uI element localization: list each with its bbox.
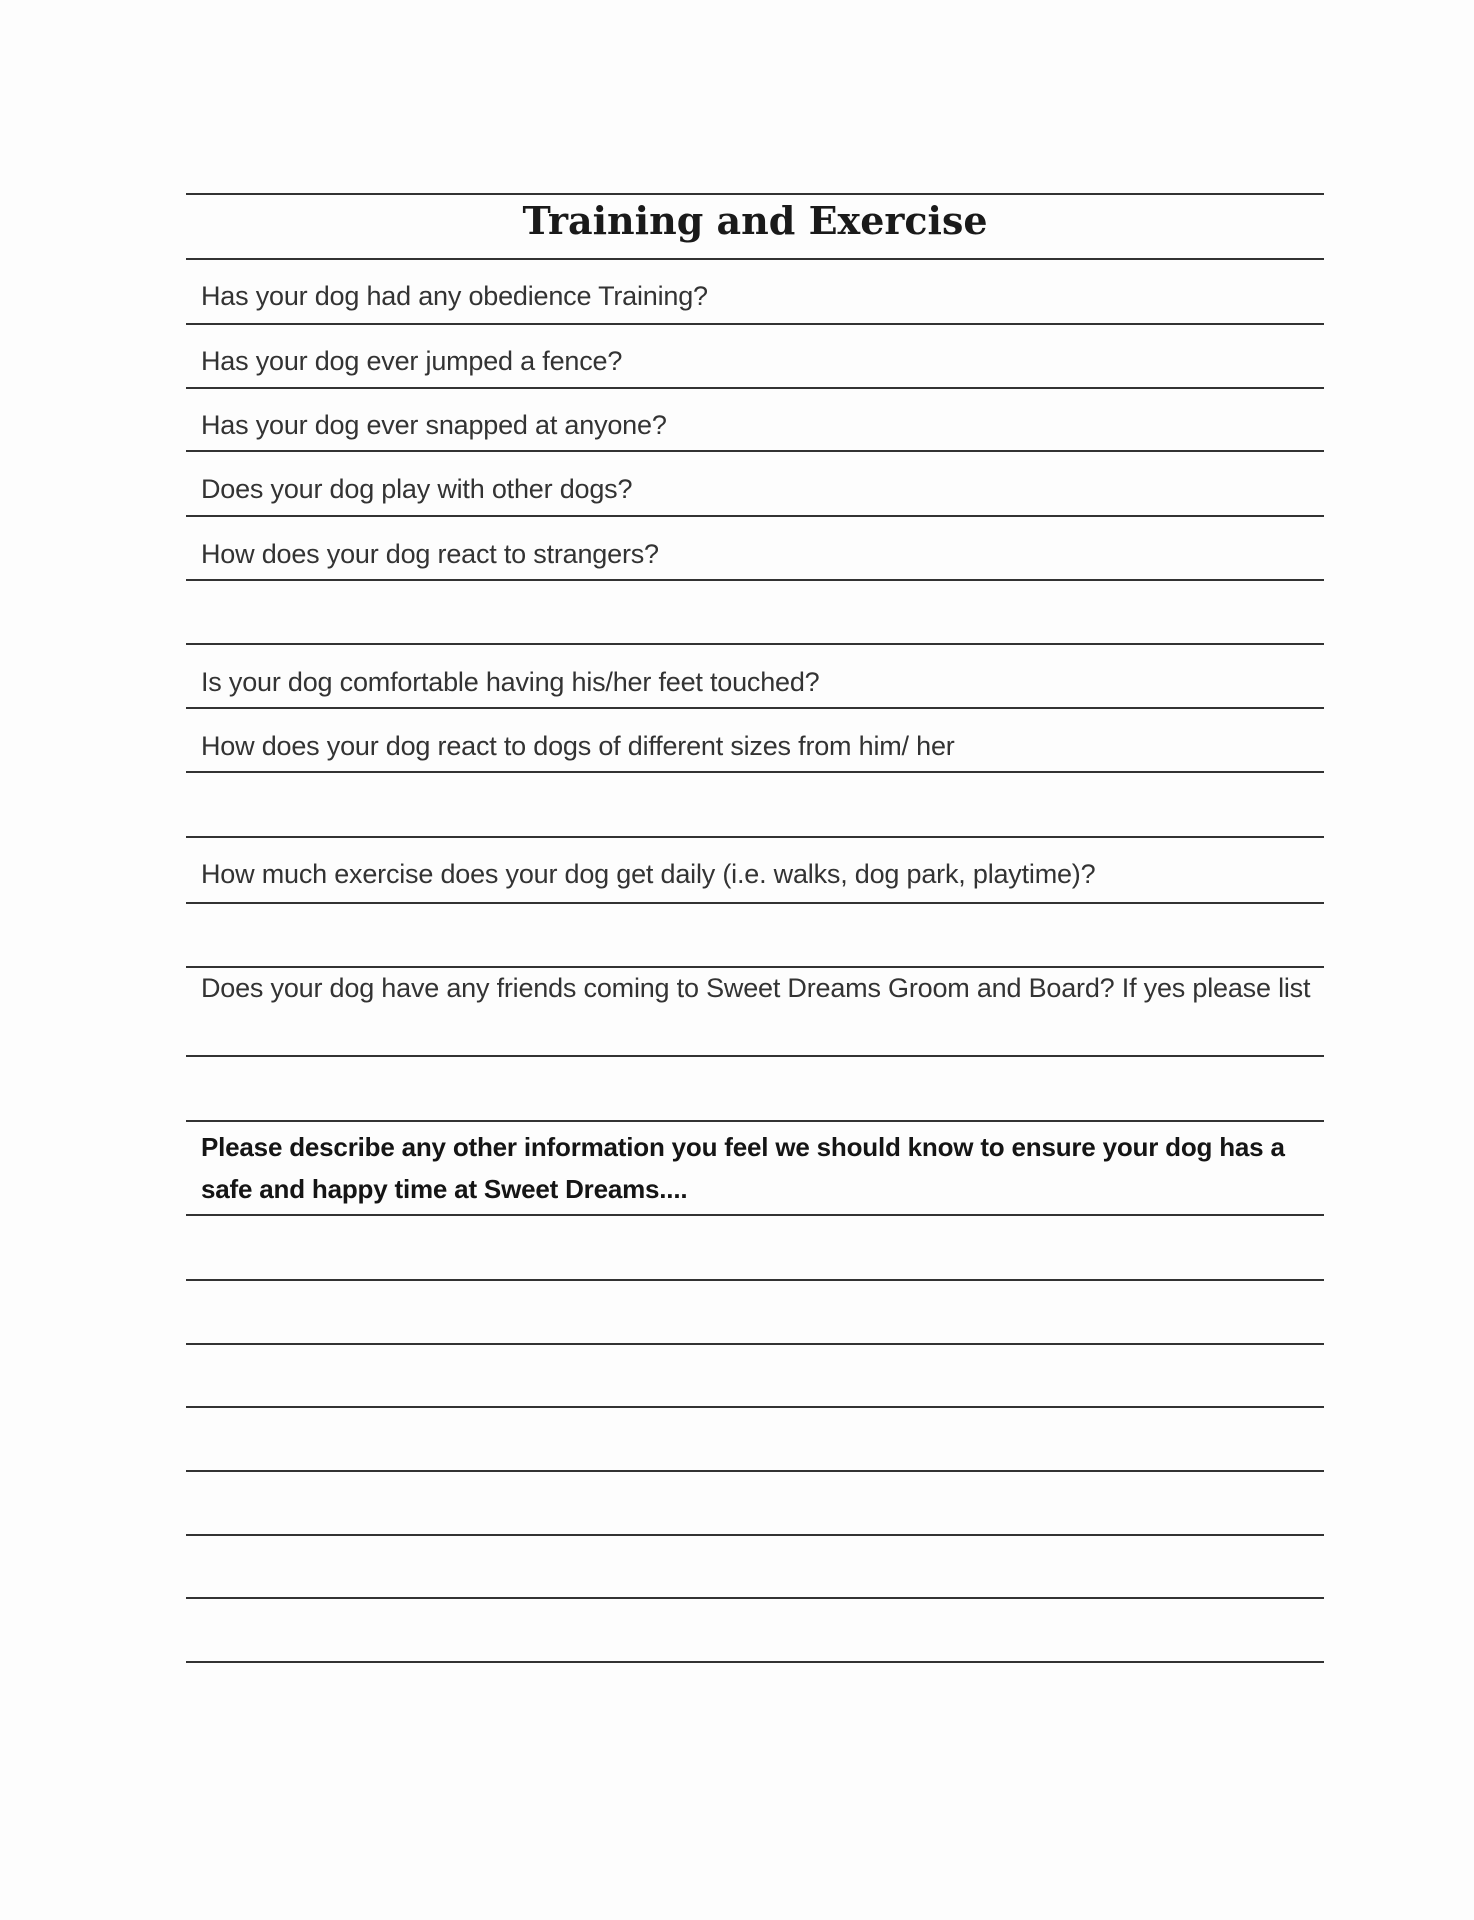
question-friends: Does your dog have any friends coming to Sweet Dreams Groom and Board? If yes please list xyxy=(201,973,1311,1003)
divider xyxy=(186,193,1324,195)
question-different-sizes: How does your dog react to dogs of different sizes from him/ her xyxy=(201,731,955,761)
answer-line[interactable] xyxy=(186,1120,1324,1122)
question-snapped: Has your dog ever snapped at anyone? xyxy=(201,410,667,440)
answer-line[interactable] xyxy=(186,771,1324,773)
answer-line[interactable] xyxy=(186,1279,1324,1281)
answer-line[interactable] xyxy=(186,1470,1324,1472)
answer-line[interactable] xyxy=(186,450,1324,452)
answer-line[interactable] xyxy=(186,1214,1324,1216)
answer-line[interactable] xyxy=(186,1534,1324,1536)
answer-line[interactable] xyxy=(186,1055,1324,1057)
answer-line[interactable] xyxy=(186,1343,1324,1345)
divider xyxy=(186,258,1324,260)
answer-line[interactable] xyxy=(186,902,1324,904)
answer-line[interactable] xyxy=(186,1661,1324,1663)
question-play-other-dogs: Does your dog play with other dogs? xyxy=(201,474,633,504)
question-feet-touched: Is your dog comfortable having his/her feet touched? xyxy=(201,667,820,697)
question-obedience-training: Has your dog had any obedience Training? xyxy=(201,281,708,311)
answer-line[interactable] xyxy=(186,323,1324,325)
page-title: Training and Exercise xyxy=(522,198,988,243)
answer-line[interactable] xyxy=(186,707,1324,709)
answer-line[interactable] xyxy=(186,836,1324,838)
answer-line[interactable] xyxy=(186,387,1324,389)
question-other-info: Please describe any other information you feel we should know to ensure your dog has a safe and happy time at Sweet Dreams.... xyxy=(201,1132,1285,1204)
answer-line[interactable] xyxy=(186,1597,1324,1599)
question-jumped-fence: Has your dog ever jumped a fence? xyxy=(201,346,623,376)
answer-line[interactable] xyxy=(186,643,1324,645)
answer-line[interactable] xyxy=(186,1406,1324,1408)
answer-line[interactable] xyxy=(186,515,1324,517)
question-strangers: How does your dog react to strangers? xyxy=(201,539,659,569)
answer-line[interactable] xyxy=(186,579,1324,581)
question-exercise: How much exercise does your dog get daily (i.e. walks, dog park, playtime)? xyxy=(201,859,1096,889)
